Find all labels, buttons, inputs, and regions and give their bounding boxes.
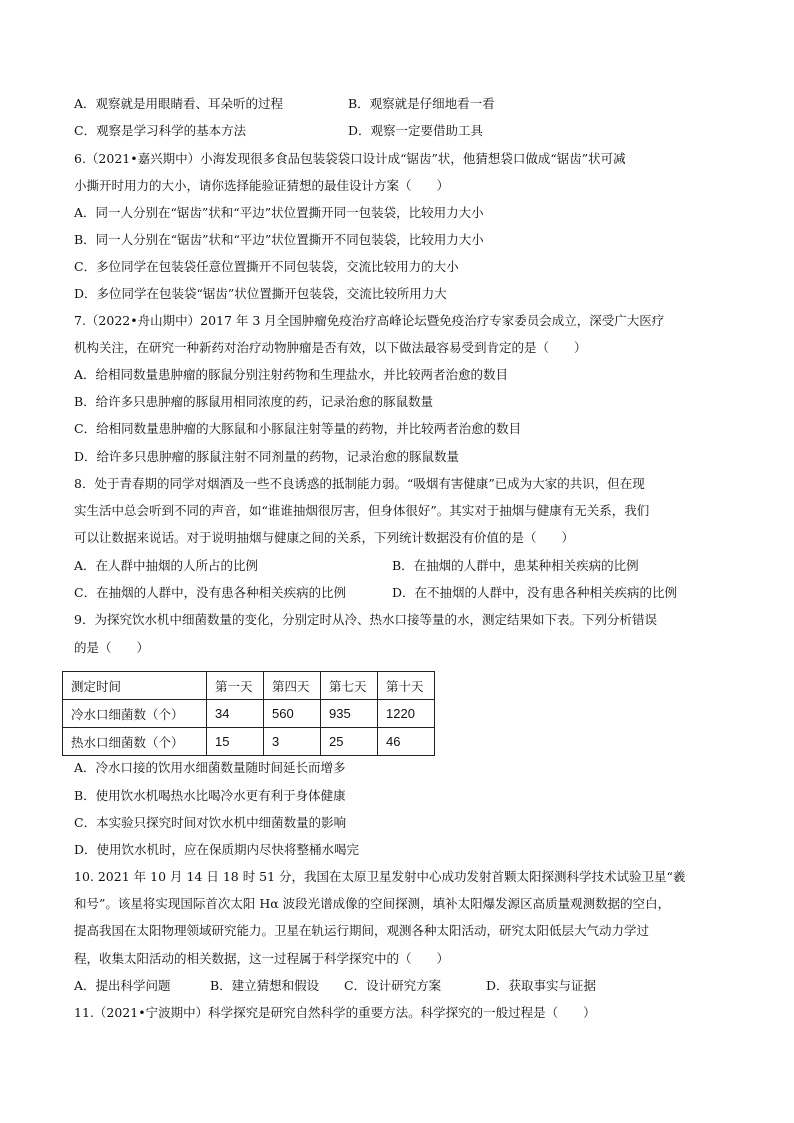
q5-option-b: B．观察就是仔细地看一看 [348,96,495,111]
q6-option-b: B．同一人分别在“锯齿”状和“平边”状位置撕开不同包装袋，比较用力大小 [74,232,484,247]
q5-option-a: A．观察就是用眼睛看、耳朵听的过程 [74,96,284,111]
q7-option-d: D．给许多只患肿瘤的豚鼠注射不同剂量的药物，记录治愈的豚鼠数量 [74,449,460,464]
q7-stem-line2: 机构关注，在研究一种新药对治疗动物肿瘤是否有效，以下做法最容易受到肯定的是（ ） [74,340,587,355]
q8-option-b: B．在抽烟的人群中，患某种相关疾病的比例 [392,558,639,573]
table-cell: 15 [207,728,264,756]
q9-option-b: B．使用饮水机喝热水比喝冷水更有利于身体健康 [74,788,346,803]
table-header-cell: 第十天 [378,672,435,700]
table-row [63,728,435,756]
table-cell: 46 [378,728,435,756]
q7-option-b: B．给许多只患肿瘤的豚鼠用相同浓度的药，记录治愈的豚鼠数量 [74,394,434,409]
q10-option-a: A．提出科学问题 [74,978,171,993]
table-header-cell: 第四天 [264,672,321,700]
table-header-cell: 第一天 [207,672,264,700]
q5-option-d: D．观察一定要借助工具 [348,123,484,138]
q9-option-d: D．使用饮水机时，应在保质期内尽快将整桶水喝完 [74,842,360,857]
q10-stem-line1: 10. 2021 年 10 月 14 日 18 时 51 分，我国在太原卫星发射中心成功发射首颗太阳探测科学技术试验卫星“羲 [74,869,686,884]
table-row-label: 冷水口细菌数（个） [63,700,207,728]
bacteria-count-table [62,671,435,756]
q6-option-a: A．同一人分别在“锯齿”状和“平边”状位置撕开同一包装袋，比较用力大小 [74,205,484,220]
q5-option-c: C．观察是学习科学的基本方法 [74,123,247,138]
q8-option-a: A．在人群中抽烟的人所占的比例 [74,558,259,573]
q6-stem-line2: 小撕开时用力的大小，请你选择能验证猜想的最佳设计方案（ ） [74,178,450,193]
q9-stem-line2: 的是（ ） [74,640,150,655]
q10-option-b: B．建立猜想和假设 [210,978,320,993]
q8-stem-line3: 可以让数据来说话。对于说明抽烟与健康之间的关系，下列统计数据没有价值的是（ ） [74,530,575,545]
q6-stem-line1: 6.（2021•嘉兴期中）小海发现很多食品包装袋袋口设计成“锯齿”状，他猜想袋口做成“锯齿”状可减 [74,151,626,166]
q10-option-d: D．获取事实与证据 [486,978,597,993]
table-cell: 3 [264,728,321,756]
table-cell: 560 [264,700,321,728]
table-cell: 1220 [378,700,435,728]
q10-stem-line4: 程，收集太阳活动的相关数据，这一过程属于科学探究中的（ ） [74,951,450,966]
q6-option-c: C．多位同学在包装袋任意位置撕开不同包装袋，交流比较用力的大小 [74,259,459,274]
q7-option-c: C．给相同数量患肿瘤的大豚鼠和小豚鼠注射等量的药物，并比较两者治愈的数目 [74,421,522,436]
q8-option-d: D．在不抽烟的人群中，没有患各种相关疾病的比例 [392,585,678,600]
q10-option-c: C．设计研究方案 [344,978,442,993]
q10-stem-line3: 提高我国在太阳物理领域研究能力。卫星在轨运行期间，观测各种太阳活动，研究太阳低层大气动力学过 [74,923,650,938]
q9-option-c: C．本实验只探究时间对饮水机中细菌数量的影响 [74,815,347,830]
q7-option-a: A．给相同数量患肿瘤的豚鼠分别注射药物和生理盐水，并比较两者治愈的数目 [74,367,509,382]
table-header-cell: 第七天 [321,672,378,700]
table-cell: 34 [207,700,264,728]
q8-stem-line2: 实生活中总会听到不同的声音，如“谁谁抽烟很厉害，但身体很好”。其实对于抽烟与健康有无关系，我们 [74,503,650,518]
q10-stem-line2: 和号”。该星将实现国际首次太阳 Hα 波段光谱成像的空间探测，填补太阳爆发源区高质量观测数据的空白， [74,896,671,911]
q11-stem-line1: 11.（2021•宁波期中）科学探究是研究自然科学的重要方法。科学探究的一般过程是（ ） [74,1005,596,1020]
q7-stem-line1: 7.（2022•舟山期中）2017 年 3 月全国肿瘤免疫治疗高峰论坛暨免疫治疗专家委员会成立，深受广大医疗 [74,313,665,328]
table-cell: 935 [321,700,378,728]
q6-option-d: D．多位同学在包装袋“锯齿”状位置撕开包装袋，交流比较所用力大 [74,286,447,301]
table-header-cell: 测定时间 [63,672,207,700]
q8-option-c: C．在抽烟的人群中，没有患各种相关疾病的比例 [74,585,347,600]
q8-stem-line1: 8．处于青春期的同学对烟酒及一些不良诱惑的抵制能力弱。“吸烟有害健康”已成为大家的共识，但在现 [74,476,645,491]
q9-option-a: A．冷水口接的饮用水细菌数量随时间延长而增多 [74,760,346,775]
table-row [63,700,435,728]
table-row-label: 热水口细菌数（个） [63,728,207,756]
table-cell: 25 [321,728,378,756]
table-header-row [63,672,435,700]
q9-stem-line1: 9．为探究饮水机中细菌数量的变化，分别定时从冷、热水口接等量的水，测定结果如下表。下列分析错误 [74,612,657,627]
